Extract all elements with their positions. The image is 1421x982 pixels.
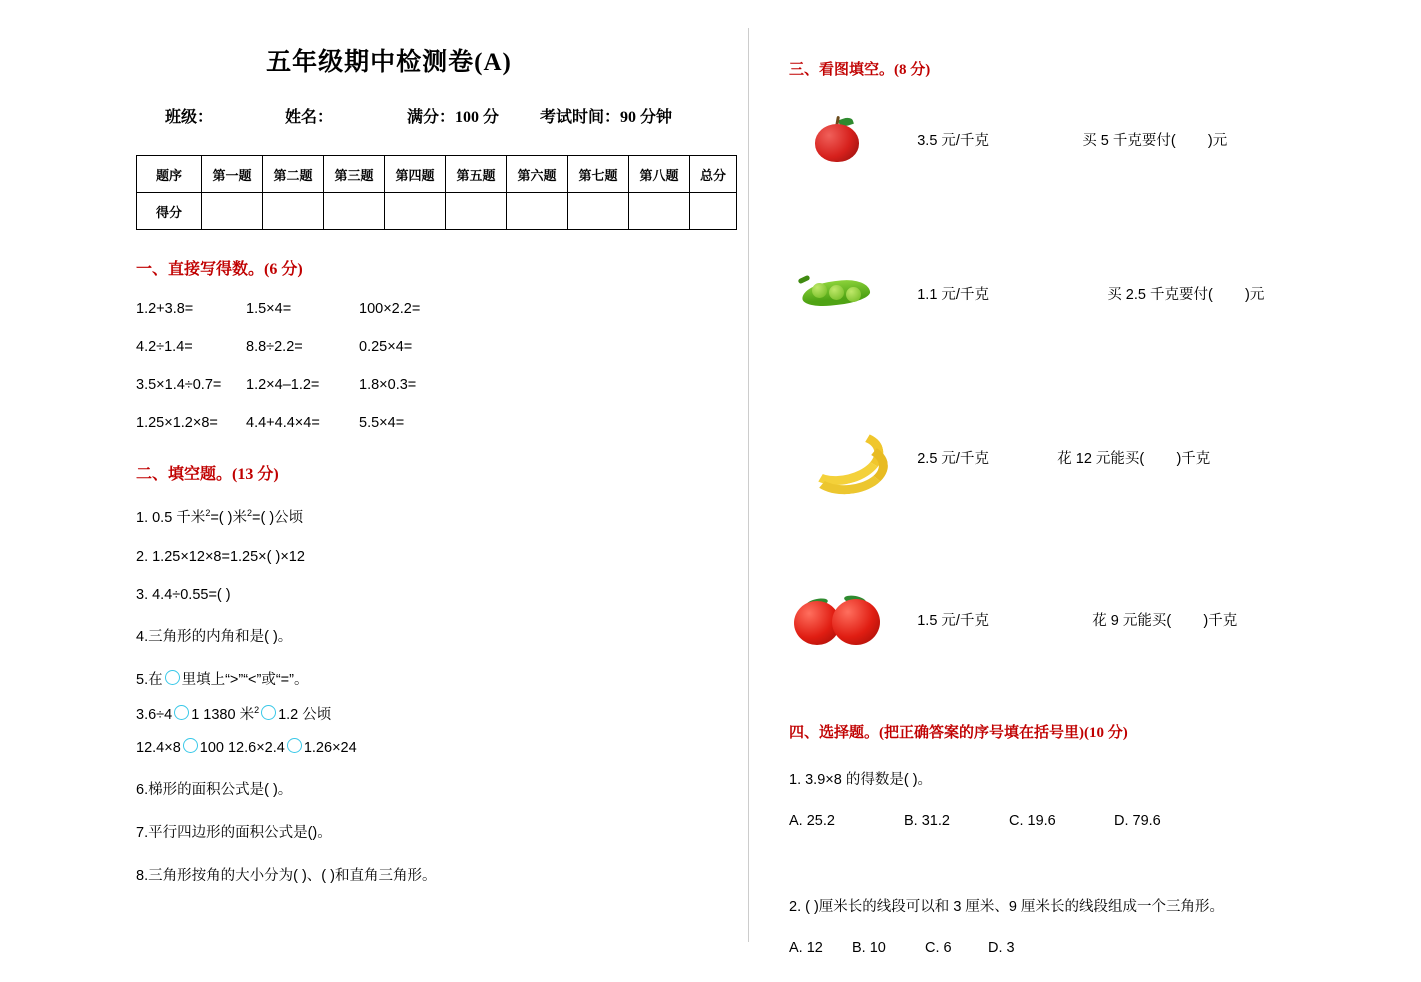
score-cell-3[interactable] — [324, 193, 385, 230]
choice-question-1: 1. 3.9×8 的得数是( )。 — [789, 772, 933, 788]
fill-5f-text: 1.26×24 — [303, 740, 357, 756]
calc-row-4 — [136, 415, 748, 431]
section-3-heading: 三、看图填空。(8 分) — [789, 62, 931, 78]
pea-icon — [789, 251, 885, 335]
circle-blank-icon[interactable] — [261, 705, 276, 720]
fill-question-2: 2. 1.25×12×8=1.25×( )×12 — [136, 549, 305, 565]
picture-3-price: 2.5 元/千克 — [917, 450, 989, 467]
score-table — [136, 155, 737, 230]
picture-4-question: 花 9 元能买( )千克 — [1092, 612, 1238, 629]
fill-5-lead: 5.在 — [136, 672, 163, 688]
score-header-2: 第二题 — [263, 156, 324, 193]
name-field-label: 姓名： — [285, 109, 334, 126]
apple-icon — [789, 97, 885, 181]
picture-question-1 — [789, 93, 1421, 185]
table-row-header — [137, 156, 737, 193]
calc-2-3: 0.25×4= — [359, 339, 413, 355]
circle-blank-icon[interactable] — [174, 705, 189, 720]
choice-2-option-d[interactable]: D. 3 — [988, 940, 1015, 956]
calc-4-3: 5.5×4= — [359, 415, 405, 431]
score-cell-6[interactable] — [507, 193, 568, 230]
fill-5-tail: 里填上“>”“<”或“=”。 — [181, 672, 309, 688]
banana-icon — [789, 415, 885, 499]
score-cell-2[interactable] — [263, 193, 324, 230]
choice-2-option-b[interactable]: B. 10 — [852, 940, 886, 956]
right-column — [749, 0, 1421, 982]
calc-3-1: 3.5×1.4÷0.7= — [136, 377, 222, 393]
choice-2-option-a[interactable]: A. 12 — [789, 940, 823, 956]
picture-2-text — [885, 267, 1264, 320]
circle-blank-icon[interactable] — [287, 738, 302, 753]
choice-question-2: 2. ( )厘米长的线段可以和 3 厘米、9 厘米长的线段组成一个三角形。 — [789, 899, 1225, 915]
fill-1-sup-b: 2 — [246, 508, 252, 519]
section-4-heading: 四、选择题。(把正确答案的序号填在括号里)(10 分) — [789, 725, 1128, 741]
fill-question-7: 7.平行四边形的面积公式是()。 — [136, 825, 332, 841]
fill-question-6: 6.梯形的面积公式是( )。 — [136, 782, 293, 798]
picture-4-text — [885, 593, 1237, 646]
score-header-9: 总分 — [690, 156, 737, 193]
picture-question-2 — [789, 247, 1421, 339]
picture-question-3 — [789, 411, 1421, 503]
table-row-score — [137, 193, 737, 230]
calc-4-1: 1.25×1.2×8= — [136, 415, 218, 431]
page-title: 五年级期中检测卷(A) — [266, 49, 512, 76]
fill-1-part-a: 1. 0.5 千米 — [136, 510, 206, 526]
choice-question-2-options — [789, 940, 1421, 956]
full-score-label: 满分：100 分 — [407, 109, 500, 126]
exam-time-label: 考试时间：90 分钟 — [540, 109, 673, 126]
calc-3-3: 1.8×0.3= — [359, 377, 417, 393]
score-header-5: 第五题 — [446, 156, 507, 193]
picture-1-text — [885, 113, 1227, 166]
score-cell-5[interactable] — [446, 193, 507, 230]
choice-1-option-c[interactable]: C. 19.6 — [1009, 813, 1056, 829]
fill-question-5-line-2 — [136, 738, 748, 756]
choice-1-option-b[interactable]: B. 31.2 — [904, 813, 950, 829]
fill-5c-text: 1.2 公顷 — [278, 707, 332, 723]
score-cell-8[interactable] — [629, 193, 690, 230]
picture-2-price: 1.1 元/千克 — [917, 286, 989, 303]
fill-1-part-c: =( )公顷 — [252, 510, 304, 526]
picture-3-text — [885, 431, 1210, 484]
score-header-6: 第六题 — [507, 156, 568, 193]
calc-2-1: 4.2÷1.4= — [136, 339, 193, 355]
fill-question-1 — [136, 506, 748, 527]
choice-1-option-d[interactable]: D. 79.6 — [1114, 813, 1161, 829]
paper-info — [0, 104, 748, 127]
calc-1-1: 1.2+3.8= — [136, 301, 194, 317]
picture-1-question: 买 5 千克要付( )元 — [1082, 132, 1228, 149]
score-header-1: 第一题 — [202, 156, 263, 193]
fill-question-4: 4.三角形的内角和是( )。 — [136, 629, 293, 645]
picture-1-price: 3.5 元/千克 — [917, 132, 989, 149]
fill-5d-text: 12.4×8 — [136, 740, 181, 756]
score-cell-total[interactable] — [690, 193, 737, 230]
picture-question-4 — [789, 573, 1421, 665]
score-row-label: 得分 — [137, 193, 202, 230]
fill-5e-text: 100 12.6×2.4 — [199, 740, 285, 756]
fill-5b-text: 1 1380 米 — [191, 707, 255, 723]
choice-1-option-a[interactable]: A. 25.2 — [789, 813, 835, 829]
picture-4-price: 1.5 元/千克 — [917, 612, 989, 629]
score-header-8: 第八题 — [629, 156, 690, 193]
fill-1-part-b: =( )米 — [210, 510, 247, 526]
score-header-3: 第三题 — [324, 156, 385, 193]
tomato-icon — [789, 577, 885, 661]
section-2-heading: 二、填空题。(13 分) — [136, 466, 279, 483]
score-header-7: 第七题 — [568, 156, 629, 193]
calc-1-2: 1.5×4= — [246, 301, 292, 317]
score-cell-4[interactable] — [385, 193, 446, 230]
calc-4-2: 4.4+4.4×4= — [246, 415, 320, 431]
fill-5-sup: 2 — [254, 705, 260, 716]
circle-blank-icon[interactable] — [183, 738, 198, 753]
picture-2-question: 买 2.5 千克要付( )元 — [1107, 286, 1265, 303]
circle-blank-icon[interactable] — [165, 670, 180, 685]
picture-3-question: 花 12 元能买( )千克 — [1057, 450, 1211, 467]
calc-row-1 — [136, 301, 748, 317]
fill-question-8: 8.三角形按角的大小分为( )、( )和直角三角形。 — [136, 868, 437, 884]
choice-2-option-c[interactable]: C. 6 — [925, 940, 952, 956]
fill-question-5-line-1 — [136, 703, 748, 724]
score-header-4: 第四题 — [385, 156, 446, 193]
calc-row-2 — [136, 339, 748, 355]
choice-question-1-options — [789, 813, 1421, 829]
calc-2-2: 8.8÷2.2= — [246, 339, 303, 355]
class-field-label: 班级： — [165, 109, 214, 126]
fill-5a-text: 3.6÷4 — [136, 707, 173, 723]
calc-3-2: 1.2×4–1.2= — [246, 377, 320, 393]
score-header-0: 题序 — [137, 156, 202, 193]
score-cell-7[interactable] — [568, 193, 629, 230]
section-1-heading: 一、直接写得数。(6 分) — [136, 261, 303, 278]
score-cell-1[interactable] — [202, 193, 263, 230]
calc-row-3 — [136, 377, 748, 393]
fill-question-3: 3. 4.4÷0.55=( ) — [136, 587, 231, 603]
fill-question-5 — [136, 668, 748, 689]
fill-1-sup-a: 2 — [205, 508, 211, 519]
calc-1-3: 100×2.2= — [359, 301, 421, 317]
